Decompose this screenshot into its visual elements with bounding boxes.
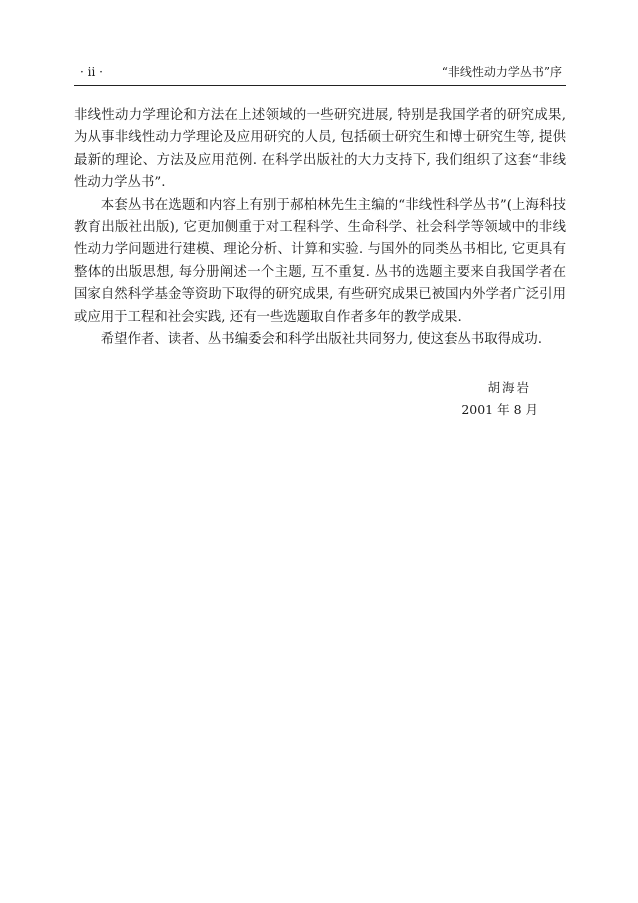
running-title: “非线性动力学丛书”序 bbox=[441, 65, 562, 79]
paragraph-series-scope: 本套丛书在选题和内容上有别于郝柏林先生主编的“非线性科学丛书”(上海科技教育出版社出版), 它更加侧重于对工程科学、生命科学、社会科学等领域中的非线性动力学问题进行建模、理论分析、计算和实验. 与国外的同类丛书相比, 它更具有整体的出版思想, 每分册阐述一个主题, 互不重复. 丛书的选题主要来自我国学者在国家自然科学基金等资助下取得的研究成果, 有些研究成果已被国内外学者广泛引用或应用于工程和社会实践, 还有一些选题取自作者多年的教学成果. bbox=[74, 197, 566, 325]
signature-author: 胡海岩 bbox=[487, 380, 531, 396]
body-text bbox=[74, 105, 566, 351]
paragraph-continuation: 非线性动力学理论和方法在上述领域的一些研究进展, 特别是我国学者的研究成果, 为从事非线性动力学理论及应用研究的人员, 包括硕士研究生和博士研究生等, 提供最新的理论、方法及应用范例. 在科学出版社的大力支持下, 我们组织了这套“非线性动力学丛书”. bbox=[74, 108, 566, 191]
paragraph-closing-wish: 希望作者、读者、丛书编委会和科学出版社共同努力, 使这套丛书取得成功. bbox=[100, 332, 543, 348]
running-header bbox=[74, 64, 566, 86]
document-page bbox=[74, 64, 566, 421]
signature-block bbox=[74, 377, 566, 421]
signature-date: 2001 年 8 月 bbox=[461, 402, 538, 418]
page-number: · ii · bbox=[80, 65, 103, 79]
